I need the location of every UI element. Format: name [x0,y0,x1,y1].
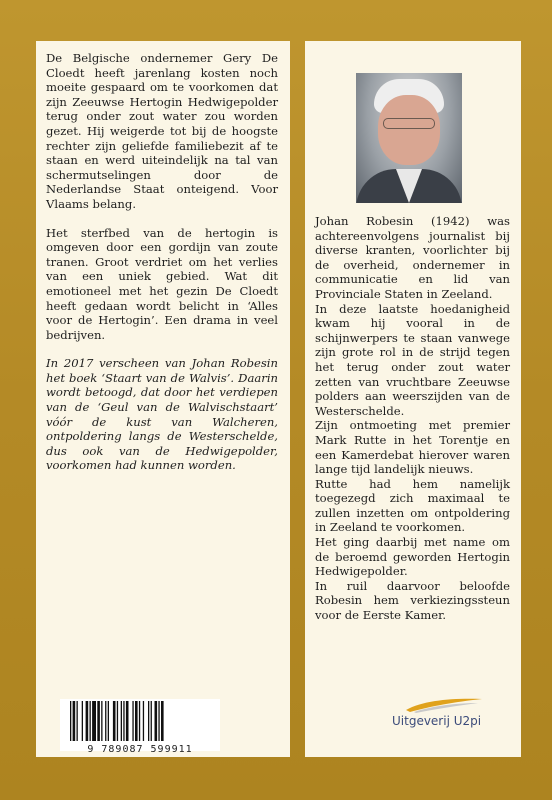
blurb-paragraph-3: In 2017 verscheen van Johan Robesin het boek ‘Staart van de Walvis’. Daarin wordt betoogd, dat door het verdiepen van de ‘Geul van de Walvischstaart’ vóór de kust van Walcheren, ontpoldering langs de Westerschelde, dus ook van de Hedwigepolder, voorkomen had kunnen worden. [46,356,278,473]
author-bio [315,214,510,623]
isbn-barcode [60,699,220,755]
bio-paragraph-1: Johan Robesin (1942) was achtereenvolgens journalist bij diverse kranten, voorlichter bij de overheid, ondernemer in communicatie en lid van Provinciale Staten in Zeeland. [315,214,510,301]
blurb [46,51,278,473]
bio-paragraph-6: In ruil daarvoor beloofde Robesin hem verkiezingssteun voor de Eerste Kamer. [315,578,510,623]
barcode-bars [60,699,220,743]
right-text-panel [305,41,521,757]
author-photo [356,73,462,203]
publisher-logo [392,696,492,736]
bio-paragraph-3: Zijn ontmoeting met premier Mark Rutte in het Torentje en een Kamerdebat hierover waren lange tijd landelijk nieuws. [315,418,510,477]
swoosh-icon [404,696,484,714]
publisher-name: Uitgeverij U2pi [392,714,482,728]
isbn-digits: 9 789087 599911 [87,744,193,755]
bio-paragraph-4: Rutte had hem namelijk toegezegd zich maximaal te zullen inzetten om ontpoldering in Zeeland te voorkomen. [315,476,510,535]
left-text-panel [36,41,290,757]
blurb-paragraph-1: De Belgische ondernemer Gery De Cloedt heeft jarenlang kosten noch moeite gespaard om te voorkomen dat zijn Zeeuwse Hertogin Hedwigepolder terug onder zout water zou worden gezet. Hij weigerde tot bij de hoogste rechter zijn geliefde familiebezit af te staan en werd uiteindelijk na tal van schermutselingen door de Nederlandse Staat onteigend. Voor Vlaams belang. [46,51,278,211]
blurb-paragraph-2: Het sterfbed van de hertogin is omgeven door een gordijn van zoute tranen. Groot verdriet om het verlies van een uniek gebied. Wat dit emotioneel met het gezin De Cloedt heeft gedaan wordt belicht in ‘Alles voor de Hertogin’. Een drama in veel bedrijven. [46,225,278,342]
bio-paragraph-2: In deze laatste hoedanigheid kwam hij vooral in de schijnwerpers te staan vanwege zijn grote rol in de strijd tegen het terug onder zout water zetten van vruchtbare Zeeuwse polders aan weerszijden van de Westerschelde. [315,301,510,418]
bio-paragraph-5: Het ging daarbij met name om de beroemd geworden Hertogin Hedwigepolder. [315,535,510,579]
